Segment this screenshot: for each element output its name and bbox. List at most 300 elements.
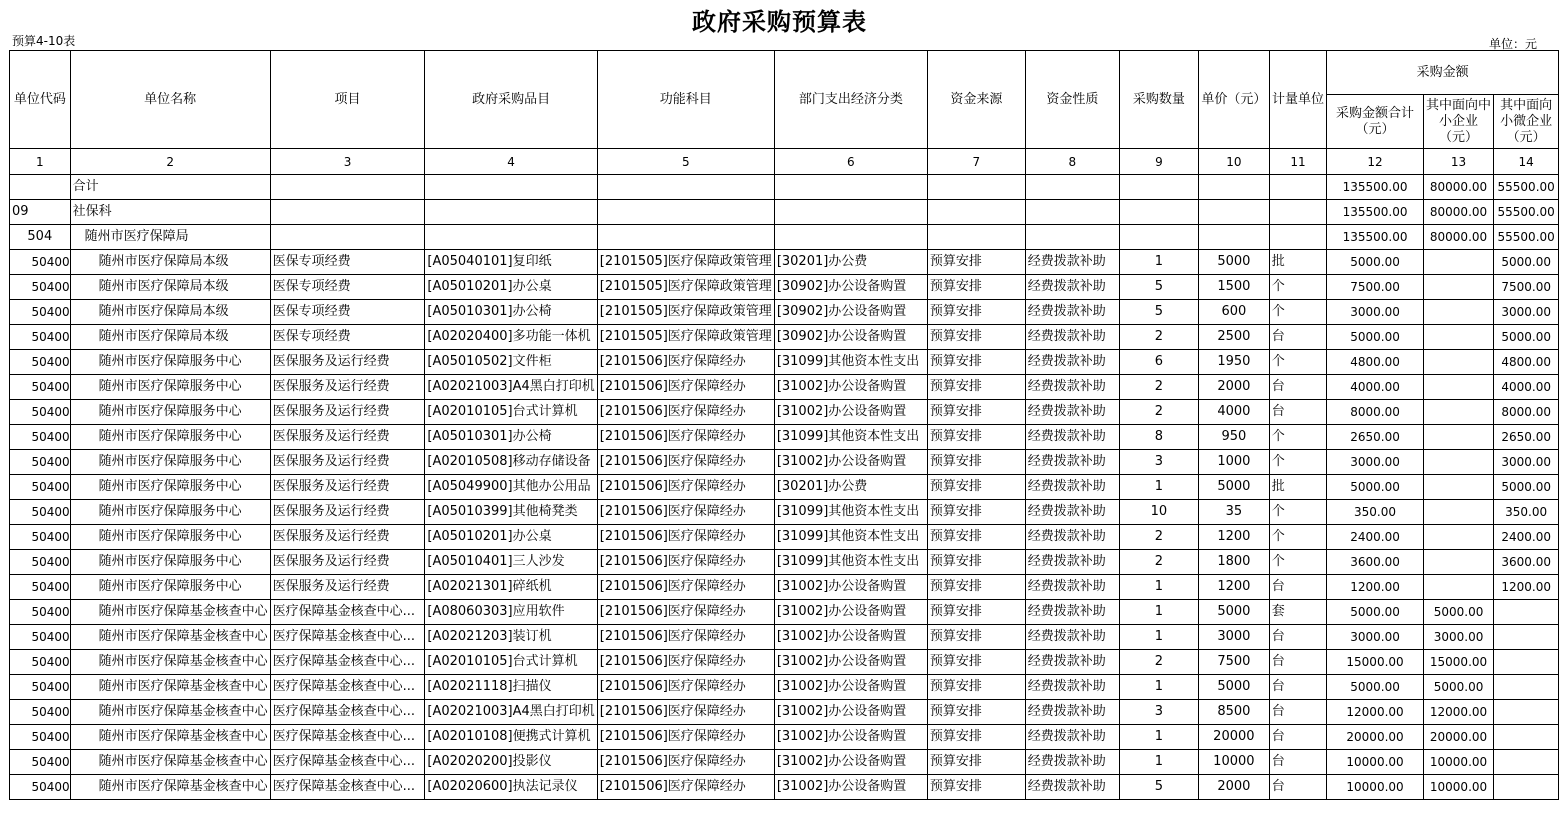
amount-total-cell: 4800.00: [1327, 350, 1423, 375]
amount-micro-cell: 3600.00: [1494, 550, 1559, 575]
economic-class-cell: [30201]办公费: [774, 475, 927, 500]
quantity-cell: 1: [1119, 250, 1198, 275]
unit-name-cell: 随州市医疗保障局本级: [70, 250, 270, 275]
unit-name-cell: 合计: [70, 175, 270, 200]
header-amount-group: 采购金额: [1327, 51, 1559, 95]
fund-nature-cell: 经费拨款补助: [1025, 450, 1119, 475]
procurement-item-cell: [A05010301]办公椅: [425, 300, 597, 325]
procurement-item-cell: [A02010105]台式计算机: [425, 400, 597, 425]
unit-price-cell: 5000: [1198, 600, 1269, 625]
amount-micro-cell: [1494, 775, 1559, 800]
unit-code-cell: 09: [10, 200, 71, 225]
economic-class-cell: [30902]办公设备购置: [774, 275, 927, 300]
empty-cell: [1119, 175, 1198, 200]
unit-name-cell: 随州市医疗保障基金核查中心: [70, 650, 270, 675]
function-subject-cell: [2101506]医疗保障经办: [597, 450, 774, 475]
unit-name-cell: 随州市医疗保障基金核查中心: [70, 625, 270, 650]
amount-micro-cell: 1200.00: [1494, 575, 1559, 600]
measure-unit-cell: 个: [1269, 300, 1327, 325]
quantity-cell: 1: [1119, 575, 1198, 600]
table-row: [10, 775, 1559, 800]
fund-nature-cell: 经费拨款补助: [1025, 650, 1119, 675]
empty-cell: [1269, 200, 1327, 225]
measure-unit-cell: 台: [1269, 775, 1327, 800]
fund-nature-cell: 经费拨款补助: [1025, 250, 1119, 275]
procurement-item-cell: [A02021003]A4黑白打印机: [425, 700, 597, 725]
empty-cell: [1198, 200, 1269, 225]
economic-class-cell: [30902]办公设备购置: [774, 325, 927, 350]
unit-code-cell: 50400: [10, 550, 71, 575]
unit-code-cell: 504: [10, 225, 71, 250]
empty-cell: [270, 225, 425, 250]
unit-price-cell: 5000: [1198, 475, 1269, 500]
measure-unit-cell: 个: [1269, 550, 1327, 575]
function-subject-cell: [2101505]医疗保障政策管理: [597, 300, 774, 325]
column-number: 2: [70, 149, 270, 175]
fund-nature-cell: 经费拨款补助: [1025, 675, 1119, 700]
fund-nature-cell: 经费拨款补助: [1025, 425, 1119, 450]
measure-unit-cell: 台: [1269, 325, 1327, 350]
procurement-item-cell: [A05010301]办公椅: [425, 425, 597, 450]
fund-source-cell: 预算安排: [927, 275, 1025, 300]
project-cell: 医保专项经费: [270, 250, 425, 275]
column-number: 6: [774, 149, 927, 175]
unit-code-cell: 50400: [10, 525, 71, 550]
table-row: [10, 375, 1559, 400]
quantity-cell: 5: [1119, 775, 1198, 800]
column-number: 10: [1198, 149, 1269, 175]
amount-sme-cell: 80000.00: [1423, 225, 1494, 250]
empty-cell: [774, 175, 927, 200]
fund-source-cell: 预算安排: [927, 650, 1025, 675]
unit-name-cell: 随州市医疗保障基金核查中心: [70, 600, 270, 625]
measure-unit-cell: 个: [1269, 275, 1327, 300]
unit-code-cell: 50400: [10, 775, 71, 800]
unit-name-cell: 随州市医疗保障基金核查中心: [70, 725, 270, 750]
amount-total-cell: 135500.00: [1327, 200, 1423, 225]
unit-price-cell: 1000: [1198, 450, 1269, 475]
fund-nature-cell: 经费拨款补助: [1025, 725, 1119, 750]
column-number: 3: [270, 149, 425, 175]
amount-sme-cell: [1423, 325, 1494, 350]
measure-unit-cell: 个: [1269, 525, 1327, 550]
summary-row: [10, 225, 1559, 250]
amount-micro-cell: 55500.00: [1494, 200, 1559, 225]
quantity-cell: 5: [1119, 300, 1198, 325]
project-cell: 医疗保障基金核查中心...: [270, 625, 425, 650]
quantity-cell: 1: [1119, 725, 1198, 750]
fund-nature-cell: 经费拨款补助: [1025, 325, 1119, 350]
unit-price-cell: 2500: [1198, 325, 1269, 350]
column-number: 4: [425, 149, 597, 175]
amount-sme-cell: [1423, 275, 1494, 300]
amount-total-cell: 135500.00: [1327, 225, 1423, 250]
unit-name-cell: 随州市医疗保障基金核查中心: [70, 700, 270, 725]
measure-unit-cell: 台: [1269, 375, 1327, 400]
amount-sme-cell: [1423, 475, 1494, 500]
amount-sme-cell: [1423, 400, 1494, 425]
unit-price-cell: 7500: [1198, 650, 1269, 675]
project-cell: 医疗保障基金核查中心...: [270, 600, 425, 625]
header-economic-class: 部门支出经济分类: [774, 51, 927, 149]
fund-source-cell: 预算安排: [927, 375, 1025, 400]
fund-source-cell: 预算安排: [927, 425, 1025, 450]
quantity-cell: 3: [1119, 450, 1198, 475]
column-number: 14: [1494, 149, 1559, 175]
economic-class-cell: [31002]办公设备购置: [774, 450, 927, 475]
procurement-item-cell: [A02021118]扫描仪: [425, 675, 597, 700]
quantity-cell: 8: [1119, 425, 1198, 450]
header-amount-micro: 其中面向小微企业（元）: [1494, 95, 1559, 149]
fund-nature-cell: 经费拨款补助: [1025, 350, 1119, 375]
amount-micro-cell: 5000.00: [1494, 250, 1559, 275]
fund-source-cell: 预算安排: [927, 700, 1025, 725]
procurement-item-cell: [A05010201]办公桌: [425, 275, 597, 300]
economic-class-cell: [31002]办公设备购置: [774, 375, 927, 400]
economic-class-cell: [31099]其他资本性支出: [774, 550, 927, 575]
unit-price-cell: 950: [1198, 425, 1269, 450]
table-row: [10, 725, 1559, 750]
table-row: [10, 625, 1559, 650]
procurement-item-cell: [A02020600]执法记录仪: [425, 775, 597, 800]
fund-nature-cell: 经费拨款补助: [1025, 500, 1119, 525]
unit-code-cell: 50400: [10, 600, 71, 625]
measure-unit-cell: 台: [1269, 725, 1327, 750]
measure-unit-cell: 个: [1269, 350, 1327, 375]
quantity-cell: 3: [1119, 700, 1198, 725]
amount-micro-cell: [1494, 650, 1559, 675]
table-row: [10, 675, 1559, 700]
quantity-cell: 2: [1119, 325, 1198, 350]
amount-sme-cell: 80000.00: [1423, 175, 1494, 200]
unit-price-cell: 1200: [1198, 575, 1269, 600]
header-amount-sme: 其中面向中小企业（元）: [1423, 95, 1494, 149]
fund-nature-cell: 经费拨款补助: [1025, 475, 1119, 500]
procurement-item-cell: [A05040101]复印纸: [425, 250, 597, 275]
header-fund-source: 资金来源: [927, 51, 1025, 149]
measure-unit-cell: 台: [1269, 650, 1327, 675]
procurement-item-cell: [A02021301]碎纸机: [425, 575, 597, 600]
amount-total-cell: 10000.00: [1327, 750, 1423, 775]
measure-unit-cell: 台: [1269, 675, 1327, 700]
empty-cell: [1269, 225, 1327, 250]
unit-name-cell: 随州市医疗保障基金核查中心: [70, 775, 270, 800]
fund-nature-cell: 经费拨款补助: [1025, 700, 1119, 725]
economic-class-cell: [31099]其他资本性支出: [774, 525, 927, 550]
amount-micro-cell: [1494, 600, 1559, 625]
fund-nature-cell: 经费拨款补助: [1025, 775, 1119, 800]
economic-class-cell: [31002]办公设备购置: [774, 725, 927, 750]
procurement-item-cell: [A05010401]三人沙发: [425, 550, 597, 575]
empty-cell: [1198, 175, 1269, 200]
empty-cell: [1025, 175, 1119, 200]
economic-class-cell: [31002]办公设备购置: [774, 625, 927, 650]
unit-price-cell: 8500: [1198, 700, 1269, 725]
amount-sme-cell: 3000.00: [1423, 625, 1494, 650]
header-fund-nature: 资金性质: [1025, 51, 1119, 149]
economic-class-cell: [30201]办公费: [774, 250, 927, 275]
unit-code-cell: 50400: [10, 675, 71, 700]
table-row: [10, 450, 1559, 475]
economic-class-cell: [31099]其他资本性支出: [774, 350, 927, 375]
function-subject-cell: [2101506]医疗保障经办: [597, 600, 774, 625]
fund-nature-cell: 经费拨款补助: [1025, 525, 1119, 550]
unit-price-cell: 4000: [1198, 400, 1269, 425]
measure-unit-cell: 套: [1269, 600, 1327, 625]
summary-row: [10, 175, 1559, 200]
empty-cell: [1025, 225, 1119, 250]
amount-sme-cell: 5000.00: [1423, 675, 1494, 700]
economic-class-cell: [31002]办公设备购置: [774, 400, 927, 425]
empty-cell: [597, 225, 774, 250]
fund-nature-cell: 经费拨款补助: [1025, 375, 1119, 400]
function-subject-cell: [2101506]医疗保障经办: [597, 350, 774, 375]
unit-code-cell: 50400: [10, 500, 71, 525]
amount-micro-cell: [1494, 675, 1559, 700]
header-project: 项目: [270, 51, 425, 149]
fund-source-cell: 预算安排: [927, 750, 1025, 775]
quantity-cell: 5: [1119, 275, 1198, 300]
unit-name-cell: 随州市医疗保障基金核查中心: [70, 750, 270, 775]
function-subject-cell: [2101506]医疗保障经办: [597, 575, 774, 600]
procurement-item-cell: [A02010508]移动存储设备: [425, 450, 597, 475]
project-cell: 医保服务及运行经费: [270, 425, 425, 450]
fund-source-cell: 预算安排: [927, 250, 1025, 275]
empty-cell: [597, 200, 774, 225]
unit-name-cell: 社保科: [70, 200, 270, 225]
unit-code-cell: 50400: [10, 450, 71, 475]
measure-unit-cell: 台: [1269, 575, 1327, 600]
unit-price-cell: 20000: [1198, 725, 1269, 750]
table-row: [10, 475, 1559, 500]
amount-total-cell: 20000.00: [1327, 725, 1423, 750]
amount-sme-cell: 15000.00: [1423, 650, 1494, 675]
project-cell: 医保服务及运行经费: [270, 450, 425, 475]
function-subject-cell: [2101506]医疗保障经办: [597, 625, 774, 650]
procurement-budget-table: [9, 50, 1559, 800]
table-code: 预算4-10表: [12, 34, 76, 48]
unit-code-cell: 50400: [10, 650, 71, 675]
unit-name-cell: 随州市医疗保障服务中心: [70, 500, 270, 525]
fund-source-cell: 预算安排: [927, 475, 1025, 500]
amount-sme-cell: 10000.00: [1423, 775, 1494, 800]
fund-source-cell: 预算安排: [927, 500, 1025, 525]
fund-nature-cell: 经费拨款补助: [1025, 550, 1119, 575]
fund-source-cell: 预算安排: [927, 350, 1025, 375]
amount-sme-cell: 12000.00: [1423, 700, 1494, 725]
fund-source-cell: 预算安排: [927, 550, 1025, 575]
amount-total-cell: 5000.00: [1327, 325, 1423, 350]
procurement-item-cell: [A08060303]应用软件: [425, 600, 597, 625]
amount-micro-cell: 7500.00: [1494, 275, 1559, 300]
table-row: [10, 600, 1559, 625]
fund-source-cell: 预算安排: [927, 675, 1025, 700]
function-subject-cell: [2101506]医疗保障经办: [597, 775, 774, 800]
quantity-cell: 1: [1119, 600, 1198, 625]
unit-price-cell: 3000: [1198, 625, 1269, 650]
amount-sme-cell: [1423, 425, 1494, 450]
project-cell: 医保服务及运行经费: [270, 500, 425, 525]
amount-micro-cell: 55500.00: [1494, 225, 1559, 250]
unit-price-cell: 5000: [1198, 675, 1269, 700]
fund-source-cell: 预算安排: [927, 450, 1025, 475]
amount-micro-cell: 4000.00: [1494, 375, 1559, 400]
amount-sme-cell: [1423, 250, 1494, 275]
amount-total-cell: 2650.00: [1327, 425, 1423, 450]
table-row: [10, 650, 1559, 675]
empty-cell: [774, 200, 927, 225]
unit-name-cell: 随州市医疗保障服务中心: [70, 525, 270, 550]
procurement-item-cell: [A05010399]其他椅凳类: [425, 500, 597, 525]
quantity-cell: 2: [1119, 400, 1198, 425]
quantity-cell: 1: [1119, 750, 1198, 775]
amount-sme-cell: [1423, 500, 1494, 525]
empty-cell: [927, 175, 1025, 200]
project-cell: 医疗保障基金核查中心...: [270, 725, 425, 750]
empty-cell: [1269, 175, 1327, 200]
fund-source-cell: 预算安排: [927, 600, 1025, 625]
measure-unit-cell: 批: [1269, 250, 1327, 275]
economic-class-cell: [31002]办公设备购置: [774, 675, 927, 700]
header-function-subject: 功能科目: [597, 51, 774, 149]
unit-code-cell: 50400: [10, 700, 71, 725]
empty-cell: [1119, 200, 1198, 225]
procurement-item-cell: [A02010108]便携式计算机: [425, 725, 597, 750]
table-row: [10, 300, 1559, 325]
function-subject-cell: [2101506]医疗保障经办: [597, 675, 774, 700]
procurement-item-cell: [A05049900]其他办公用品: [425, 475, 597, 500]
amount-total-cell: 10000.00: [1327, 775, 1423, 800]
header-measure-unit: 计量单位: [1269, 51, 1327, 149]
column-number: 1: [10, 149, 71, 175]
economic-class-cell: [31002]办公设备购置: [774, 650, 927, 675]
amount-micro-cell: 2400.00: [1494, 525, 1559, 550]
function-subject-cell: [2101506]医疗保障经办: [597, 525, 774, 550]
procurement-item-cell: [A05010201]办公桌: [425, 525, 597, 550]
empty-cell: [425, 175, 597, 200]
amount-total-cell: 5000.00: [1327, 675, 1423, 700]
fund-nature-cell: 经费拨款补助: [1025, 575, 1119, 600]
unit-name-cell: 随州市医疗保障服务中心: [70, 375, 270, 400]
economic-class-cell: [31099]其他资本性支出: [774, 500, 927, 525]
measure-unit-cell: 批: [1269, 475, 1327, 500]
procurement-item-cell: [A05010502]文件柜: [425, 350, 597, 375]
unit-name-cell: 随州市医疗保障局: [70, 225, 270, 250]
amount-sme-cell: [1423, 300, 1494, 325]
procurement-item-cell: [A02010105]台式计算机: [425, 650, 597, 675]
amount-total-cell: 7500.00: [1327, 275, 1423, 300]
economic-class-cell: [31099]其他资本性支出: [774, 425, 927, 450]
procurement-item-cell: [A02020200]投影仪: [425, 750, 597, 775]
project-cell: 医保专项经费: [270, 300, 425, 325]
economic-class-cell: [31002]办公设备购置: [774, 700, 927, 725]
project-cell: 医保专项经费: [270, 275, 425, 300]
empty-cell: [425, 225, 597, 250]
function-subject-cell: [2101505]医疗保障政策管理: [597, 250, 774, 275]
unit-name-cell: 随州市医疗保障服务中心: [70, 550, 270, 575]
unit-code-cell: 50400: [10, 400, 71, 425]
unit-code-cell: [10, 175, 71, 200]
empty-cell: [927, 200, 1025, 225]
header-unit-name: 单位名称: [70, 51, 270, 149]
procurement-item-cell: [A02020400]多功能一体机: [425, 325, 597, 350]
function-subject-cell: [2101506]医疗保障经办: [597, 400, 774, 425]
unit-name-cell: 随州市医疗保障服务中心: [70, 350, 270, 375]
amount-total-cell: 12000.00: [1327, 700, 1423, 725]
fund-source-cell: 预算安排: [927, 325, 1025, 350]
unit-code-cell: 50400: [10, 625, 71, 650]
amount-micro-cell: 3000.00: [1494, 300, 1559, 325]
amount-sme-cell: [1423, 575, 1494, 600]
amount-sme-cell: [1423, 450, 1494, 475]
amount-micro-cell: 5000.00: [1494, 325, 1559, 350]
table-row: [10, 425, 1559, 450]
table-row: [10, 325, 1559, 350]
quantity-cell: 10: [1119, 500, 1198, 525]
function-subject-cell: [2101506]医疗保障经办: [597, 750, 774, 775]
amount-total-cell: 5000.00: [1327, 250, 1423, 275]
project-cell: 医疗保障基金核查中心...: [270, 675, 425, 700]
project-cell: 医保服务及运行经费: [270, 475, 425, 500]
economic-class-cell: [31002]办公设备购置: [774, 750, 927, 775]
unit-price-cell: 1200: [1198, 525, 1269, 550]
unit-name-cell: 随州市医疗保障局本级: [70, 325, 270, 350]
header-unit-code: 单位代码: [10, 51, 71, 149]
amount-micro-cell: 350.00: [1494, 500, 1559, 525]
amount-total-cell: 350.00: [1327, 500, 1423, 525]
quantity-cell: 1: [1119, 675, 1198, 700]
unit-code-cell: 50400: [10, 725, 71, 750]
quantity-cell: 2: [1119, 375, 1198, 400]
economic-class-cell: [30902]办公设备购置: [774, 300, 927, 325]
empty-cell: [927, 225, 1025, 250]
fund-source-cell: 预算安排: [927, 775, 1025, 800]
column-number: 8: [1025, 149, 1119, 175]
procurement-item-cell: [A02021203]装订机: [425, 625, 597, 650]
column-number: 12: [1327, 149, 1423, 175]
fund-source-cell: 预算安排: [927, 300, 1025, 325]
quantity-cell: 2: [1119, 650, 1198, 675]
project-cell: 医保服务及运行经费: [270, 375, 425, 400]
amount-total-cell: 4000.00: [1327, 375, 1423, 400]
fund-source-cell: 预算安排: [927, 400, 1025, 425]
unit-label: 单位：元: [1488, 37, 1537, 51]
quantity-cell: 2: [1119, 525, 1198, 550]
amount-micro-cell: 3000.00: [1494, 450, 1559, 475]
column-number: 9: [1119, 149, 1198, 175]
measure-unit-cell: 台: [1269, 400, 1327, 425]
unit-price-cell: 600: [1198, 300, 1269, 325]
amount-micro-cell: 55500.00: [1494, 175, 1559, 200]
quantity-cell: 2: [1119, 550, 1198, 575]
amount-total-cell: 1200.00: [1327, 575, 1423, 600]
amount-total-cell: 5000.00: [1327, 600, 1423, 625]
amount-micro-cell: [1494, 700, 1559, 725]
header-unit-price: 单价（元）: [1198, 51, 1269, 149]
function-subject-cell: [2101506]医疗保障经办: [597, 725, 774, 750]
measure-unit-cell: 个: [1269, 450, 1327, 475]
project-cell: 医保服务及运行经费: [270, 400, 425, 425]
unit-code-cell: 50400: [10, 750, 71, 775]
measure-unit-cell: 台: [1269, 750, 1327, 775]
unit-price-cell: 2000: [1198, 375, 1269, 400]
header-procurement-item: 政府采购品目: [425, 51, 597, 149]
empty-cell: [270, 175, 425, 200]
fund-source-cell: 预算安排: [927, 575, 1025, 600]
quantity-cell: 1: [1119, 475, 1198, 500]
empty-cell: [774, 225, 927, 250]
amount-total-cell: 15000.00: [1327, 650, 1423, 675]
